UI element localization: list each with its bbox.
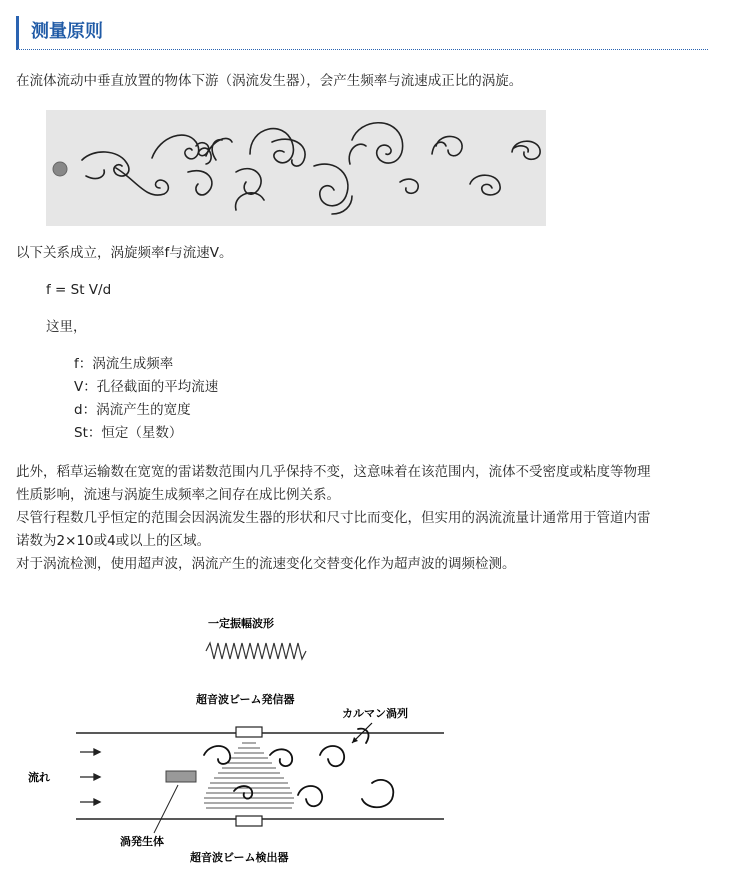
- var-v: V：孔径截面的平均流速: [74, 379, 219, 395]
- transmitter-label: 超音波ビーム発信器: [196, 693, 295, 706]
- detector-label: 超音波ビーム検出器: [190, 851, 289, 864]
- flow-arrows: [80, 749, 100, 805]
- generator-pointer: [154, 785, 178, 833]
- vortex-street-illustration: [46, 110, 546, 226]
- where-label: 这里，: [46, 319, 87, 335]
- generator-label: 渦発生体: [120, 835, 164, 848]
- ultrasonic-detection-diagram: [20, 605, 480, 870]
- paragraph-2-line-1: 尽管行程数几乎恒定的范围会因涡流发生器的形状和尺寸比而变化，但实用的涡流流量计通常用于管道内雷: [16, 510, 651, 526]
- paragraph-3: 对于涡流检测，使用超声波，涡流产生的流速变化交替变化作为超声波的调频检测。: [16, 556, 516, 572]
- wave-label: 一定振幅波形: [208, 617, 274, 630]
- var-f: f：涡流生成频率: [74, 356, 174, 372]
- var-d: d：涡流产生的宽度: [74, 402, 191, 418]
- relation-text: 以下关系成立，涡旋频率f与流速V。: [16, 245, 233, 261]
- section-title-bar: [16, 16, 708, 50]
- paragraph-1-line-1: 此外，稻草运输数在宽宽的雷诺数范围内几乎保持不变，这意味着在该范围内，流体不受密度或粘度等物理: [16, 464, 651, 480]
- karman-label: カルマン渦列: [342, 707, 408, 720]
- paragraph-1-line-2: 性质影响，流速与涡旋生成频率之间存在成比例关系。: [16, 487, 340, 503]
- page-title: 测量原则: [31, 21, 103, 42]
- vortex-generator: [166, 771, 196, 782]
- paragraph-2-line-2: 诺数为2×10或4或以上的区域。: [16, 533, 211, 549]
- constant-amplitude-wave: [206, 643, 306, 659]
- var-st: St：恒定（星数）: [74, 425, 183, 441]
- ultrasonic-transmitter: [236, 727, 262, 737]
- flow-label: 流れ: [28, 771, 50, 784]
- ultrasonic-detector: [236, 816, 262, 826]
- intro-text: 在流体流动中垂直放置的物体下游（涡流发生器），会产生频率与流速成正比的涡旋。: [16, 73, 523, 89]
- formula: f = St V/d: [46, 282, 112, 298]
